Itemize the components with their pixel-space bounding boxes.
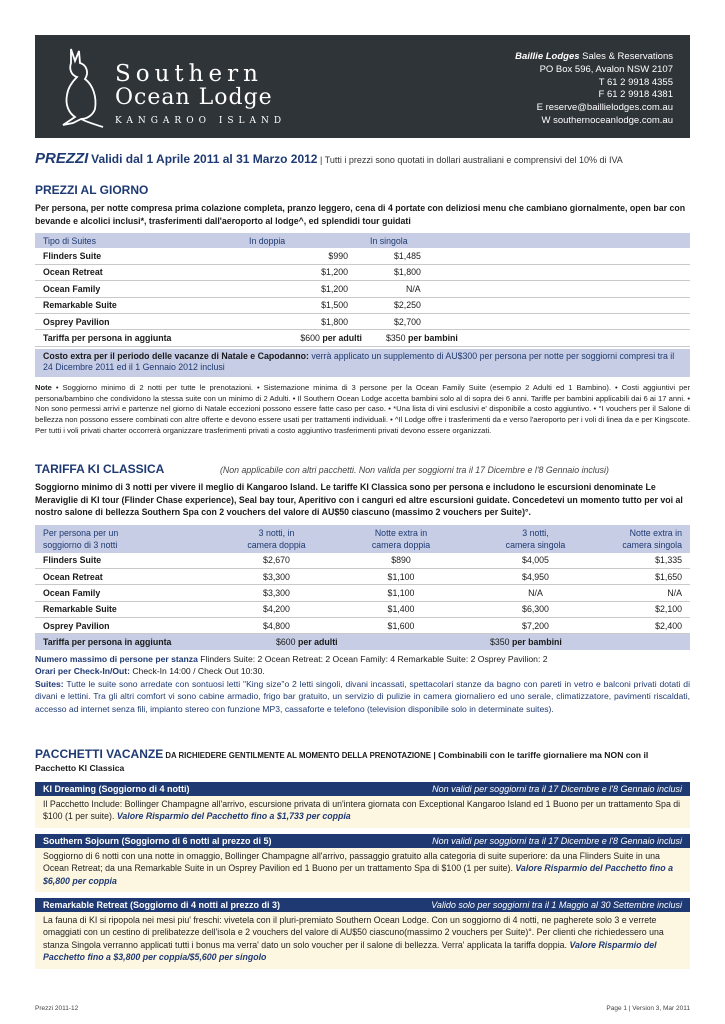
suite-name: Ocean Family <box>35 281 241 297</box>
price-cell: $2,670 <box>216 553 337 569</box>
extra-bambini-value: $350 <box>386 333 406 344</box>
price-doppia: $1,800 <box>241 313 362 329</box>
check-in-line <box>35 665 690 678</box>
check-in-label: Orari per Check-In/Out: <box>35 666 131 677</box>
suite-name: Ocean Retreat <box>35 568 216 584</box>
package-validity: Non validi per soggiorni tra il 17 Dicembre e l'8 Gennaio inclusi <box>432 835 682 846</box>
col-header-line: camera doppia <box>371 539 431 550</box>
surcharge-label: Costo extra per il periodo delle vacanze di Natale e Capodanno: <box>43 350 309 361</box>
col-header-line: Per persona per un <box>43 527 119 538</box>
col-header <box>35 525 216 553</box>
section-prezzi-giorno <box>35 183 690 444</box>
section-intro: Soggiorno minimo di 3 notti per vivere il meglio di Kangaroo Island. Le tariffe KI Classica sono per persona e includono le escursioni denominate Le Meraviglie di KI tour (Flinder Chase experience), Seal bay tour, Aperitivo con i canguri ed altre escursioni guidate. Concedetevi un momento tutto per voi al nostro salone di bellezza Southern Spa con 2 vouchers del valore di AU$50 ciascuno (massimo 2 vouchers per Suite)°. <box>35 482 683 517</box>
package-validity: Non validi per soggiorni tra il 17 Dicembre e l'8 Gennaio inclusi <box>432 784 682 794</box>
address: PO Box 596, Avalon NSW 2107 <box>539 63 673 75</box>
classica-rates-table <box>35 525 690 650</box>
col-header-line: Notte extra in <box>374 527 428 538</box>
col-header <box>606 525 690 553</box>
col-header: Tipo di Suites <box>35 233 241 248</box>
brand-name: Baillie Lodges <box>515 51 580 62</box>
price-doppia: $990 <box>241 248 362 264</box>
suites-label: Suites: <box>35 678 64 689</box>
package-validity: Valido solo per soggiorni tra il 1 Maggio al 30 Settembre inclusi <box>431 900 682 911</box>
package-title: Southern Sojourn (Soggiorno di 6 notti al prezzo di 5) <box>43 835 272 846</box>
table-row <box>35 568 690 584</box>
section-heading: PREZZI AL GIORNO <box>35 183 149 197</box>
price-cell: $6,300 <box>465 601 606 617</box>
package-title-bar <box>35 834 690 848</box>
col-header-line: camera singola <box>622 539 682 550</box>
col-header-line: Notte extra in <box>629 527 682 538</box>
price-cell: $2,100 <box>606 601 690 617</box>
max-persons-label: Numero massimo di persone per stanza <box>35 653 198 664</box>
table-row <box>35 281 690 297</box>
package-body <box>35 796 690 828</box>
table-header-row <box>35 525 690 553</box>
package-saving: Valore Risparmio del Pacchetto fino a $6,800 per coppia <box>43 863 673 886</box>
suite-name: Flinders Suite <box>35 553 216 569</box>
table-row <box>35 264 690 280</box>
price-doppia: $1,200 <box>241 281 362 297</box>
notes-text: • Soggiorno minimo di 2 notti per tutte le prenotazioni. • Sistemazione minima di 3 persone per la Ocean Family Suite (esempio 2 Adulti ed 1 Bambino). • Costi aggiuntivi per persona/bambino che condividono la stessa suite con un minimo di 2 Adulti. • Il Southern Ocean Lodge accetta bambini solo al di sopra dei 6 anni. Tariffe per bambini applicabili dai 6 ai 17 anni. • Non sono permessi arrivi e partenze nel giorno di Natale eccezioni possono essere fatte caso per caso. • *Una lista di vini esclusivi e' disponibile a costo aggiuntivo. • °I vouchers per il Salone di bellezza non possono essere combinati con altre offerte e devono essere usati per trattamenti individuali. • ^Il Lodge offre i trasferimenti da e verso l'aeroporto per i voli di linea da e per Kingscote. Per tutti i voli privati charter occorrerà organizzare trasferimenti privati a costo aggiuntivo trasferimenti privati devono essere organizzati. <box>35 382 690 435</box>
extra-bambini-value: $350 <box>490 637 510 648</box>
title-validity: Validi dal 1 Aprile 2011 al 31 Marzo 2012 <box>91 152 318 166</box>
extra-label: Tariffa per persona in aggiunta <box>35 634 216 650</box>
extra-adulti: per adulti <box>295 637 338 648</box>
brand-suffix: Sales & Reservations <box>579 51 673 62</box>
package-text: La fauna di KI si ripopola nei mesi piu' freschi: vivetela con il pluri-premiato Southern Ocean Lodge. Con un soggiorno di 4 notti, ne pagherete solo 3 e verrete omaggiati con un cestino di prelibatezze dell'isola e 2 vouchers del valore di AU$50 ciascuno(massimo 2 vouchers per Suite)°. Per clienti che richiedessero una stanza Singola verranno applicati tutti i bonus ma verra' dato un solo voucher per il salone di bellezza. Verra' applicata la tariffa doppia. <box>43 915 664 950</box>
website-link[interactable]: W southernoceanlodge.com.au <box>541 114 673 126</box>
section-heading-row <box>35 462 690 476</box>
phone: T 61 2 9918 4355 <box>598 76 673 88</box>
package-southern-sojourn <box>35 834 690 892</box>
section-pacchetti <box>35 748 690 969</box>
table-row-extra <box>35 634 690 650</box>
price-cell: $7,200 <box>465 618 606 634</box>
extra-label: Tariffa per persona in aggiunta <box>35 330 241 346</box>
price-singola: $1,485 <box>362 248 690 264</box>
pacchetti-heading-line <box>35 748 690 775</box>
suite-name: Flinders Suite <box>35 248 241 264</box>
package-text: Il Pacchetto Include: Bollinger Champagne all'arrivo, escursione privata di un'intera giornata con Exceptional Kangaroo Island ed 1 Buono per un trattamento Spa di $100 (1 per suite). <box>43 799 681 822</box>
title-note: | Tutti i prezzi sono quotati in dollari australiani e comprensivi del 10% di IVA <box>317 155 623 165</box>
price-cell: $1,335 <box>606 553 690 569</box>
price-cell: $4,800 <box>216 618 337 634</box>
surcharge-text: verrà applicato un supplemento di AU$300 per persona per notte per soggiorni compresi tra il 24 Dicembre 2011 ed il 1 Gennaio 2012 inclusi <box>43 350 675 373</box>
col-header-line: 3 notti, <box>522 527 549 538</box>
col-header-line: camera doppia <box>247 539 306 550</box>
suite-name: Ocean Family <box>35 585 216 601</box>
pacchetti-sub-caps: DA RICHIEDERE GENTILMENTE AL MOMENTO DELLA PRENOTAZIONE <box>163 751 431 760</box>
header-banner <box>35 35 690 138</box>
check-in-text: Check-In 14:00 / Check Out 10:30. <box>130 666 265 677</box>
price-singola: $2,700 <box>362 313 690 329</box>
col-header <box>337 525 465 553</box>
price-doppia: $1,200 <box>241 264 362 280</box>
table-row <box>35 618 690 634</box>
title-prezzi: PREZZI <box>35 150 89 167</box>
fax: F 61 2 9918 4381 <box>598 89 673 101</box>
table-row <box>35 248 690 264</box>
logo-line-kangaroo-island: KANGAROO ISLAND <box>115 116 287 126</box>
price-singola: $1,800 <box>362 264 690 280</box>
table-row <box>35 601 690 617</box>
suite-name: Osprey Pavilion <box>35 313 241 329</box>
pacchetti-sub-rest: | Combinabili con le tariffe giornaliere ma NON con il Pacchetto KI Classica <box>35 750 649 773</box>
page-title <box>35 150 695 167</box>
table-row-extra <box>35 330 690 346</box>
max-persons-text: Flinders Suite: 2 Ocean Retreat: 2 Ocean Family: 4 Remarkable Suite: 2 Osprey Pavilion: 2 <box>197 653 548 664</box>
contact-block <box>515 51 673 128</box>
col-header <box>465 525 606 553</box>
package-title: KI Dreaming (Soggiorno di 4 notti) <box>43 784 190 794</box>
col-header: In singola <box>362 233 690 248</box>
price-singola: $2,250 <box>362 297 690 313</box>
price-cell: $4,950 <box>465 568 606 584</box>
table-row <box>35 553 690 569</box>
package-body <box>35 912 690 969</box>
price-cell: $1,100 <box>337 585 465 601</box>
package-ki-dreaming <box>35 782 690 828</box>
price-cell: $4,005 <box>465 553 606 569</box>
table-row <box>35 585 690 601</box>
price-cell: N/A <box>465 585 606 601</box>
price-doppia: $1,500 <box>241 297 362 313</box>
price-cell: $890 <box>337 553 465 569</box>
package-saving: Valore Risparmio del Pacchetto fino a $1,733 per coppia <box>116 811 351 822</box>
col-header <box>216 525 337 553</box>
section-ki-classica <box>35 462 690 715</box>
package-title-bar <box>35 898 690 912</box>
price-cell: $1,400 <box>337 601 465 617</box>
section-heading: TARIFFA KI CLASSICA <box>35 462 165 476</box>
col-header-line: 3 notti, in <box>258 527 295 538</box>
col-header-line: camera singola <box>505 539 566 550</box>
col-header-line: soggiorno di 3 notti <box>43 539 118 550</box>
package-saving: Valore Risparmio del Pacchetto fino a $3,800 per coppia/$5,600 per singolo <box>43 939 657 963</box>
suite-name: Remarkable Suite <box>35 601 216 617</box>
notes-label: Note <box>35 382 52 392</box>
logo-line-ocean-lodge: Ocean Lodge <box>115 85 273 110</box>
section-heading: PACCHETTI VACANZE <box>35 747 164 761</box>
suite-name: Osprey Pavilion <box>35 618 216 634</box>
price-cell: $1,600 <box>337 618 465 634</box>
price-cell: $4,200 <box>216 601 337 617</box>
logo-line-southern: Southern <box>115 61 263 87</box>
table-row <box>35 297 690 313</box>
section-heading-note: (Non applicabile con altri pacchetti. Non valida per soggiorni tra il 17 Dicembre e l'8 Gennaio inclusi) <box>220 465 609 475</box>
price-singola: N/A <box>362 281 690 297</box>
suite-name: Remarkable Suite <box>35 297 241 313</box>
extra-adulti: per adulti <box>319 333 362 344</box>
table-row <box>35 313 690 329</box>
footer-left: Prezzi 2011-12 <box>35 1005 79 1012</box>
max-persons-line <box>35 653 690 666</box>
suites-description <box>35 678 690 716</box>
package-text: Soggiorno di 6 notti con una notte in omaggio, Bollinger Champagne all'arrivo, passaggio gratuito alla categoria di suite superiore: da una Flinders Suite in una Ocean Retreat; da una Remarkable Suite in un Osprey Pavilion ed 1 Buono per un trattamento Spa di $100 (1 per suite). <box>43 850 660 874</box>
package-body <box>35 848 690 892</box>
extra-adulti-value: $600 <box>276 637 296 648</box>
suite-name: Ocean Retreat <box>35 264 241 280</box>
notes-paragraph <box>35 383 690 437</box>
suites-text: Tutte le suite sono arredate con sontuosi letti "King size"o 2 letti singoli, divani incassati, spettacolari stanze da bagno con pareti in vetro e balconi privati dotati di divani e lettini. Tra gli altri comfort vi sono cabine armadio, frigo bar gratuito, un servizio di pulizie in camera giornaliero ed uno serale, climatizzatore, pavimenti riscaldati, accesso ad internet senza fili, impianto stereo con funzione MP3, cassaforte e telefono (television disponibile solo in determinate suites). <box>35 678 690 714</box>
package-title: Remarkable Retreat (Soggiorno di 4 notti al prezzo di 3) <box>43 900 281 911</box>
logo-wordmark <box>115 63 286 130</box>
price-cell: $1,650 <box>606 568 690 584</box>
price-cell: $3,300 <box>216 568 337 584</box>
holiday-surcharge-box <box>35 349 690 377</box>
extra-bambini: per bambini <box>509 637 562 648</box>
package-remarkable-retreat <box>35 898 690 969</box>
package-title-bar <box>35 782 690 796</box>
email-link[interactable]: E reserve@baillielodges.com.au <box>536 102 673 114</box>
footer-right: Page 1 | Version 3, Mar 2011 <box>606 1005 690 1012</box>
col-header: In doppia <box>241 233 362 248</box>
section-intro: Per persona, per notte compresa prima colazione completa, pranzo leggero, cena di 4 portate con deliziosi menu che cambiano giornalmente, open bar con bevande e alcolici inclusi*, trasferimenti dall'aeroporto al lodge^, ed splendidi tour guidati <box>35 203 686 226</box>
kangaroo-logo-icon <box>53 45 105 129</box>
price-cell: $1,100 <box>337 568 465 584</box>
price-cell: $2,400 <box>606 618 690 634</box>
extra-adulti-value: $600 <box>300 333 320 344</box>
table-header-row <box>35 233 690 248</box>
daily-rates-table <box>35 233 690 347</box>
extra-bambini: per bambini <box>405 333 458 344</box>
price-cell: $3,300 <box>216 585 337 601</box>
price-cell: N/A <box>606 585 690 601</box>
